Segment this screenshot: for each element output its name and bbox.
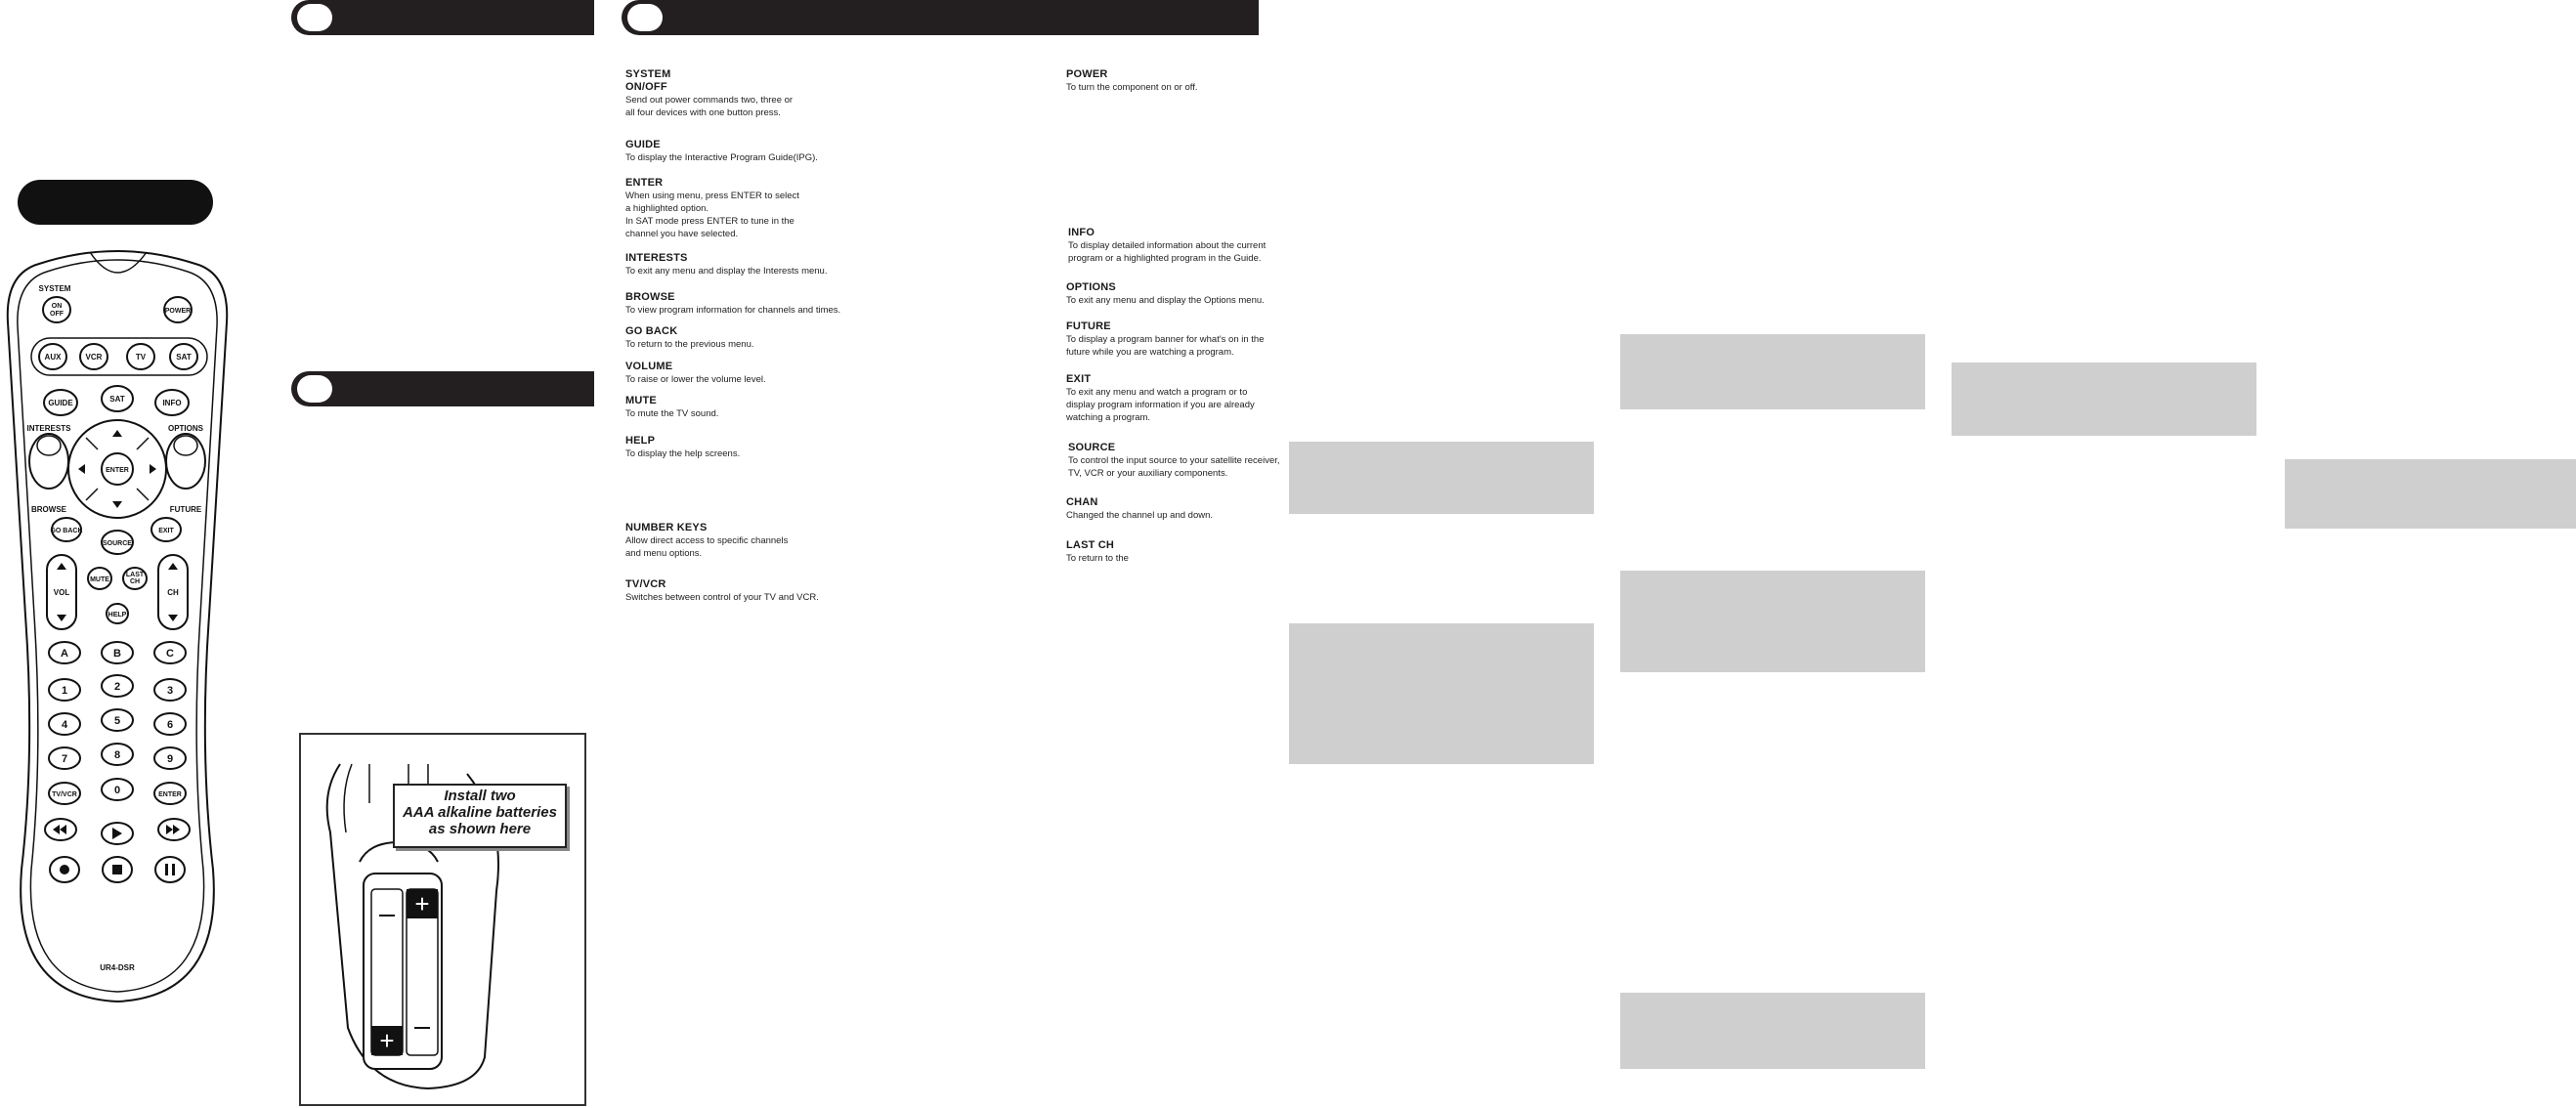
svg-text:OFF: OFF [50,311,64,318]
svg-text:ENTER: ENTER [158,791,182,798]
gray-block [1620,334,1925,409]
svg-text:EXIT: EXIT [158,528,174,534]
svg-text:1: 1 [61,685,68,697]
svg-text:5: 5 [113,715,121,727]
desc-help: HELP To display the help screens. [625,435,741,459]
svg-text:OPTIONS: OPTIONS [167,424,204,433]
svg-text:6: 6 [166,719,174,731]
svg-text:VOL: VOL [53,588,70,597]
svg-text:GO BACK: GO BACK [50,528,83,534]
model-label: UR4-DSR [100,963,135,972]
interests-button [37,436,61,455]
gray-block [1289,623,1594,764]
remote-illustration [0,244,235,1016]
svg-text:A: A [61,648,68,660]
svg-text:9: 9 [166,753,174,765]
svg-text:TV/VCR: TV/VCR [52,791,77,798]
desc-number-keys: NUMBER KEYS Allow direct access to specific channels and menu options. [625,522,789,559]
svg-text:ENTER: ENTER [106,467,129,474]
svg-text:FUTURE: FUTURE [169,505,202,514]
header-pill [627,4,663,31]
section-header-bar [291,0,594,35]
desc-power: POWER To turn the component on or off. [1066,68,1198,93]
header-pill [297,4,332,31]
desc-chan: CHAN Changed the channel up and down. [1066,496,1214,521]
desc-interests: INTERESTS To exit any menu and display the Interests menu. [625,252,828,277]
svg-text:SAT: SAT [109,395,125,404]
svg-text:SAT: SAT [176,353,192,362]
desc-source: SOURCE To control the input source to your satellite receiver, TV, VCR or your auxiliary components. [1068,442,1280,479]
svg-text:0: 0 [113,785,121,796]
gray-block [1620,993,1925,1069]
gray-block [1620,571,1925,672]
battery-callout: Install two AAA alkaline batteries as shown here [393,784,567,848]
svg-text:AUX: AUX [44,353,62,362]
desc-last-ch: LAST CH To return to the [1066,539,1129,564]
section-header-bar-batteries [291,371,594,406]
stop-icon [112,865,122,874]
system-on-off-button [43,297,70,322]
svg-text:2: 2 [113,681,121,693]
header-pill [297,375,332,403]
desc-enter: ENTER When using menu, press ENTER to select a highlighted option. In SAT mode press ENTER to tune in the channel you have selected. [625,177,799,239]
desc-options: OPTIONS To exit any menu and display the Options menu. [1066,281,1265,306]
plus-icon: + [414,889,430,918]
svg-text:INTERESTS: INTERESTS [26,424,71,433]
desc-guide: GUIDE To display the Interactive Program Guide(IPG). [625,139,818,163]
svg-text:B: B [113,648,121,660]
remote-title-pill [18,180,213,225]
desc-go-back: GO BACK To return to the previous menu. [625,325,754,350]
options-button [174,436,197,455]
gray-block [1289,442,1594,514]
svg-text:CH: CH [129,578,141,585]
svg-text:HELP: HELP [107,612,127,618]
record-icon [60,865,69,874]
desc-future: FUTURE To display a program banner for what's on in the future while you are watching a program. [1066,320,1265,358]
svg-text:4: 4 [61,719,68,731]
svg-text:LAST: LAST [125,572,145,578]
label-system: SYSTEM [38,284,71,293]
desc-browse: BROWSE To view program information for channels and times. [625,291,841,316]
desc-tv-vcr: TV/VCR Switches between control of your TV and VCR. [625,578,819,603]
svg-text:ON: ON [51,303,63,310]
svg-text:C: C [166,648,174,660]
plus-icon: + [379,1026,395,1055]
battery-figure [299,733,586,1106]
desc-exit: EXIT To exit any menu and watch a program or to display program information if you are already watching a program. [1066,373,1255,423]
svg-text:TV: TV [135,353,147,362]
svg-text:3: 3 [166,685,174,697]
svg-text:BROWSE: BROWSE [31,505,66,514]
pause-icon [165,864,168,875]
svg-text:7: 7 [61,753,68,765]
svg-text:VCR: VCR [85,353,103,362]
svg-text:MUTE: MUTE [90,576,109,583]
svg-text:8: 8 [113,749,121,761]
section-header-bar-buttons [622,0,1259,35]
desc-volume: VOLUME To raise or lower the volume level. [625,361,766,385]
desc-info: INFO To display detailed information about the current program or a highlighted program in the Guide. [1068,227,1267,264]
pause-button [155,857,185,882]
svg-text:POWER: POWER [164,308,192,315]
svg-text:CH: CH [167,588,179,597]
svg-text:INFO: INFO [162,399,182,407]
svg-text:SOURCE: SOURCE [103,540,132,547]
gray-block [2285,459,2576,529]
svg-text:GUIDE: GUIDE [48,399,73,407]
desc-mute: MUTE To mute the TV sound. [625,395,719,419]
gray-block [1952,362,2256,436]
desc-system-on-off: SYSTEM ON/OFF Send out power commands two, three or all four devices with one button press. [625,68,794,118]
